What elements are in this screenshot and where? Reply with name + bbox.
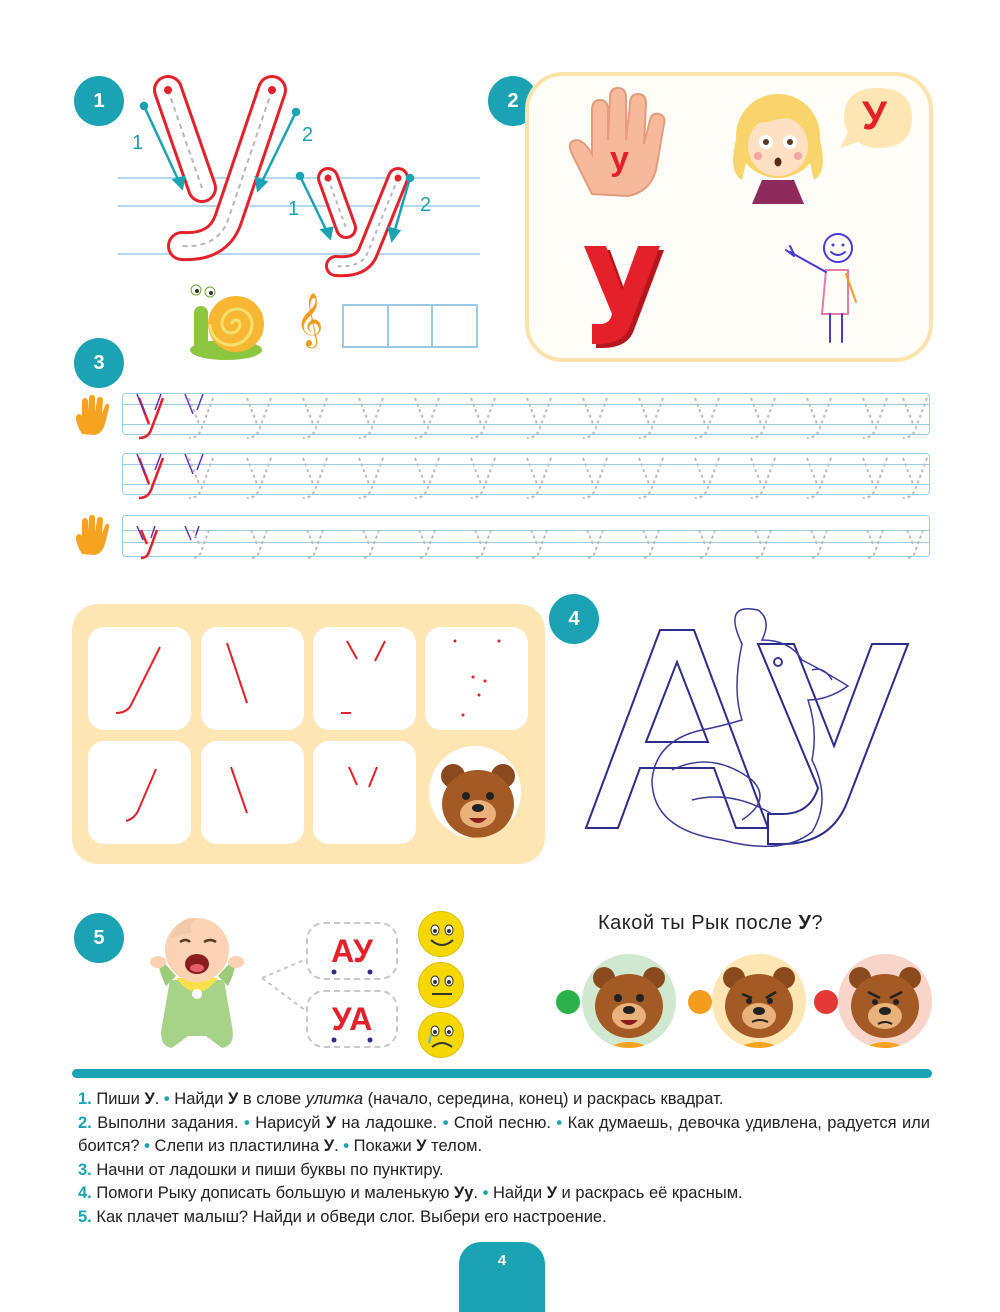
instruction-2-text-b: Нарисуй	[249, 1113, 326, 1132]
palm-illustration	[562, 84, 672, 204]
stroke-label-1a: 1	[132, 132, 144, 154]
instruction-2-text-e: Как думаешь, девочка удивлена, радуется или боится?	[78, 1113, 931, 1155]
bullet: •	[163, 1090, 170, 1108]
stroke-tile-3	[313, 627, 416, 730]
writing-row-3[interactable]	[122, 515, 930, 557]
stroke-label-2b: 2	[420, 194, 432, 216]
speech-bubble	[836, 84, 916, 154]
bullet: •	[482, 1184, 489, 1202]
hidden-letters-duck-drawing	[582, 600, 932, 860]
instruction-2-text-c: на ладошке.	[336, 1113, 443, 1132]
mood-dot-orange[interactable]	[688, 990, 712, 1014]
instruction-1-letter-b: У	[228, 1090, 239, 1108]
stroke-tile-6	[201, 741, 304, 844]
instruction-1	[78, 1088, 930, 1112]
instruction-1-text-d: в слове	[238, 1090, 306, 1108]
position-box-middle[interactable]	[389, 306, 434, 346]
row-2-trace-letters	[123, 448, 931, 506]
instruction-2-text-a: Выполни задания.	[91, 1113, 244, 1132]
instruction-4-text-c: Найди	[488, 1184, 547, 1202]
bear-angry-avatar	[838, 954, 932, 1048]
instructions-block	[78, 1088, 930, 1229]
position-box-start[interactable]	[344, 306, 389, 346]
instructions-divider	[72, 1069, 932, 1078]
start-hand-icon-row-1	[74, 394, 110, 436]
instruction-2-letter-a: У	[325, 1113, 337, 1132]
mood-question	[598, 912, 823, 935]
instruction-2	[78, 1112, 930, 1159]
instruction-2-text-h: Покажи	[349, 1137, 417, 1155]
sad-face-icon[interactable]	[418, 1012, 464, 1058]
girl-illustration	[718, 84, 836, 208]
instruction-3-number: 3.	[78, 1160, 92, 1179]
page-number-text: 4	[497, 1252, 507, 1269]
stroke-tile-4	[425, 627, 528, 730]
bear-rick-tile	[426, 743, 524, 841]
bullet: •	[556, 1113, 563, 1132]
instruction-4-text-d: и раскрась её красным.	[556, 1184, 743, 1202]
instruction-1-letter-a: У	[144, 1090, 155, 1108]
svg-text:у: у	[610, 140, 629, 178]
syllable-ua[interactable]: УА	[306, 990, 398, 1048]
instruction-4-letters: Уу	[453, 1184, 474, 1202]
snail-illustration	[186, 284, 272, 364]
instruction-5-number: 5.	[78, 1207, 92, 1226]
instruction-4-text-b: .	[473, 1184, 483, 1202]
instruction-2-letter-b: У	[323, 1137, 335, 1155]
instruction-2-text-g: .	[334, 1137, 344, 1155]
instruction-4-text-a: Помоги Рыку дописать большую и маленькую	[91, 1184, 454, 1202]
stroke-tile-5	[88, 741, 191, 844]
task-2-badge: 2	[488, 76, 538, 126]
sound-position-boxes	[342, 304, 478, 348]
instruction-2-text-d: Спой песню.	[448, 1113, 557, 1132]
bear-thinking-avatar	[712, 954, 806, 1048]
neutral-face-icon[interactable]	[418, 962, 464, 1008]
instruction-1-text-b: .	[154, 1090, 164, 1108]
task-3-badge: 3	[74, 338, 124, 388]
letter-tracing-graphic	[110, 70, 490, 280]
instruction-5-text: Как плачет малыш? Найди и обведи слог. Выбери его настроение.	[91, 1207, 607, 1226]
mood-question-letter: У	[798, 912, 812, 934]
task-4-badge: 4	[549, 594, 599, 644]
bullet: •	[144, 1137, 150, 1155]
stroke-label-2a: 2	[302, 124, 314, 146]
page-number	[459, 1242, 545, 1312]
task-1-badge: 1	[74, 76, 124, 126]
task-5-badge: 5	[74, 913, 124, 963]
writing-row-1[interactable]	[122, 393, 930, 435]
mood-question-mark: ?	[811, 912, 824, 934]
syllable-au-dots	[330, 966, 380, 978]
section-1-letters	[110, 70, 490, 280]
syllable-au[interactable]: АУ	[306, 922, 398, 980]
mood-dot-red[interactable]	[814, 990, 838, 1014]
instruction-3	[78, 1159, 930, 1183]
instruction-1-word: улитка	[305, 1090, 364, 1108]
instruction-2-text-f: Слепи из пластилина	[149, 1137, 324, 1155]
instruction-2-number: 2.	[78, 1113, 92, 1132]
crying-baby-illustration	[136, 906, 258, 1052]
happy-face-icon[interactable]	[418, 911, 464, 957]
stroke-tile-2	[201, 627, 304, 730]
instruction-1-number: 1.	[78, 1090, 92, 1108]
mood-question-text: Какой ты Рык после	[598, 912, 799, 934]
instruction-5	[78, 1206, 930, 1230]
treble-clef-icon: 𝄞	[296, 293, 324, 345]
instruction-4-number: 4.	[78, 1184, 92, 1202]
bullet: •	[244, 1113, 250, 1132]
bear-happy-avatar	[582, 954, 676, 1048]
clay-letter-illustration	[574, 240, 670, 350]
stroke-tile-1	[88, 627, 191, 730]
bullet: •	[343, 1137, 350, 1155]
row-1-trace-letters	[123, 388, 931, 446]
instruction-2-letter-c: У	[416, 1137, 427, 1155]
speech-bubble-letter: У	[862, 94, 887, 138]
stroke-label-1b: 1	[288, 198, 300, 220]
position-box-end[interactable]	[433, 306, 476, 346]
instruction-1-text-c: Найди	[169, 1090, 229, 1108]
instruction-1-text-e: (начало, середина, конец) и раскрась квадрат.	[363, 1090, 724, 1108]
mood-dot-green[interactable]	[556, 990, 580, 1014]
writing-row-2[interactable]	[122, 453, 930, 495]
syllable-ua-dots	[330, 1034, 380, 1046]
bullet: •	[442, 1113, 449, 1132]
instruction-4-letter: У	[546, 1184, 557, 1202]
instruction-2-text-i: телом.	[426, 1137, 483, 1155]
instruction-3-text: Начни от ладошки и пиши буквы по пунктиру.	[91, 1160, 444, 1179]
stick-figure-drawing	[782, 230, 872, 354]
instruction-4	[78, 1182, 930, 1206]
stroke-tile-7	[313, 741, 416, 844]
start-hand-icon-row-3	[74, 514, 110, 556]
row-3-trace-letters	[123, 512, 931, 570]
instruction-1-text-a: Пиши	[91, 1090, 145, 1108]
